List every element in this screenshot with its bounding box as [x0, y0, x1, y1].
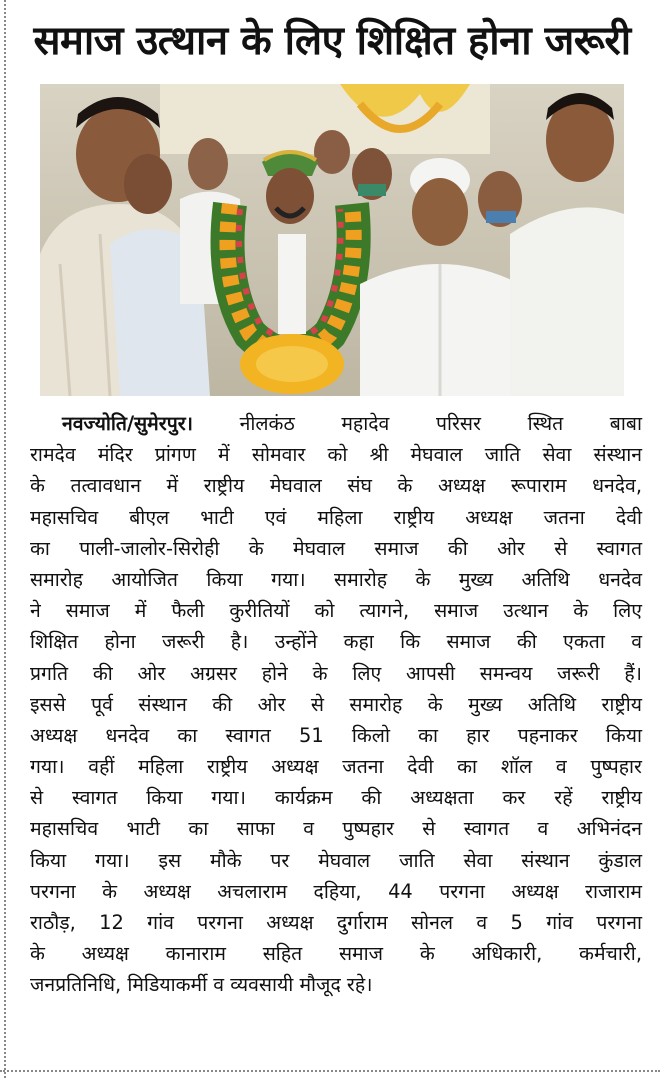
article-line: गया। वहीं महिला राष्ट्रीय अध्यक्ष जतना देवी का शॉल व पुष्पहार [30, 755, 642, 779]
article-line: अध्यक्ष धनदेव का स्वागत 51 किलो का हार पहनाकर किया [30, 723, 642, 747]
article-line: महासचिव भाटी का साफा व पुष्पहार से स्वागत व अभिनंदन [30, 817, 642, 841]
article-line: राठौड़, 12 गांव परगना अध्यक्ष दुर्गाराम सोनल व 5 गांव परगना [30, 911, 642, 934]
article-line: परगना के अध्यक्ष अचलाराम दहिया, 44 परगना अध्यक्ष राजाराम [30, 879, 642, 903]
article-line: जनप्रतिनिधि, मिडियाकर्मी व व्यवसायी मौजूद रहे। [30, 973, 373, 997]
headline: समाज उत्थान के लिए शिक्षित होना जरूरी [33, 18, 631, 64]
article-line: प्रगति की ओर अग्रसर होने के लिए आपसी समन्वय जरूरी हैं। [30, 661, 642, 685]
article-line: के तत्वावधान में राष्ट्रीय मेघवाल संघ के अध्यक्ष रूपाराम धनदेव, [30, 474, 642, 498]
article-line: रामदेव मंदिर प्रांगण में सोमवार को श्री मेघवाल जाति सेवा संस्थान [30, 443, 642, 467]
article-line: का पाली-जालोर-सिरोही के मेघवाल समाज की ओर से स्वागत [30, 536, 642, 560]
article-line: के अध्यक्ष कानाराम सहित समाज के अधिकारी, कर्मचारी, [30, 942, 642, 966]
article-line: ने समाज में फैली कुरीतियों को त्यागने, समाज उत्थान के लिए [30, 599, 642, 623]
article-line: समारोह आयोजित किया गया। समारोह के मुख्य अतिथि धनदेव [30, 567, 642, 591]
column-border-bottom [0, 1070, 660, 1072]
article-line: से स्वागत किया गया। कार्यक्रम की अध्यक्षता कर रहें राष्ट्रीय [30, 786, 642, 810]
article-line: नवज्योति/सुमेरपुर। नीलकंठ महादेव परिसर स्थित बाबा [62, 412, 642, 435]
article-line: इससे पूर्व संस्थान की ओर से समारोह के मुख्य अतिथि राष्ट्रीय [30, 692, 642, 716]
article-line: शिक्षित होना जरूरी है। उन्होंने कहा कि समाज की एकता व [30, 630, 642, 654]
column-border-left [4, 0, 6, 1078]
article-body [30, 408, 642, 1001]
article-line: महासचिव बीएल भाटी एवं महिला राष्ट्रीय अध्यक्ष जतना देवी [30, 505, 642, 529]
article-byline: नवज्योति/सुमेरपुर। [62, 412, 193, 435]
news-photo [40, 84, 624, 396]
article-line: किया गया। इस मौके पर मेघवाल जाति सेवा संस्थान कुंडाल [30, 848, 642, 872]
